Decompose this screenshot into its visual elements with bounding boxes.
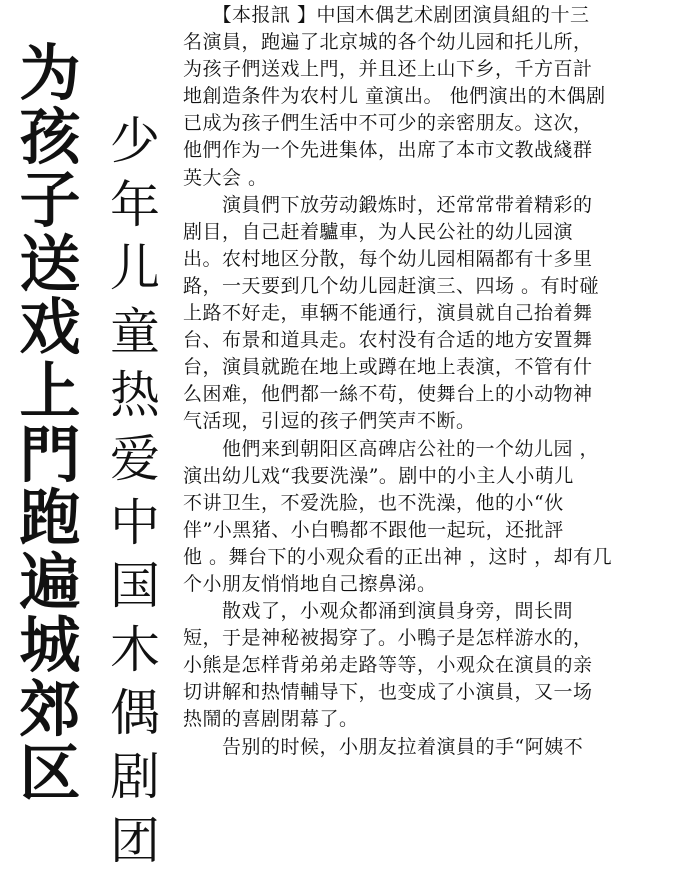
headline: 为孩子送戏上門跑遍城郊区 xyxy=(19,38,81,809)
article-line: 台、布景和道具走。农村没有合适的地方安置舞 xyxy=(183,329,593,352)
article-line: 为孩子們送戏上門，并且还上山下乡，千方百計 xyxy=(183,58,593,81)
article-line: 热鬧的喜剧閉幕了。 xyxy=(183,708,359,731)
subheadline: 少年儿童热爱中国木偶剧团 xyxy=(110,112,160,870)
article-line: 名演員，跑遍了北京城的各个幼儿园和托儿所， xyxy=(183,31,593,54)
article-line: 他 。舞台下的小观众看的正出神 ，这时 ，却有几 xyxy=(183,545,613,568)
article-line: 个小朋友悄悄地自己擦鼻涕。 xyxy=(183,572,437,595)
article-line: 不讲卫生，不爱洗脸，也不洗澡，他的小“伙 xyxy=(183,491,564,514)
article-line: 剧目，自己赶着驢車，为人民公社的幼儿园演 xyxy=(183,220,574,243)
article-line: 上路不好走，車辆不能通行，演員就自己抬着舞 xyxy=(183,302,593,325)
article-line: 地創造条件为农村儿 童演出。 他們演出的木偶剧 xyxy=(183,85,606,108)
article-line: 散戏了，小观众都涌到演員身旁，問长問 xyxy=(183,600,574,623)
article-line: 路，一天要到几个幼儿园赶演三、四场 。有时碰 xyxy=(183,274,600,297)
article-body xyxy=(183,2,683,761)
article-line: 已成为孩子們生活中不可少的亲密朋友。这次， xyxy=(183,112,593,135)
article-line: 伴”小黑猪、小白鴨都不跟他一起玩，还批評 xyxy=(183,518,564,541)
article-line: 台，演員就跪在地上或蹲在地上表演，不管有什 xyxy=(183,356,593,379)
article-line: 告别的时候，小朋友拉着演員的手“阿姨不 xyxy=(183,735,584,758)
article-line: 英大会 。 xyxy=(183,166,268,189)
article-line: 演員們下放劳动鍛炼时，还常常带着精彩的 xyxy=(183,193,593,216)
article-line: 短，于是神秘被揭穿了。小鴨子是怎样游水的， xyxy=(183,627,593,650)
article-line: 气活现，引逗的孩子們笑声不断。 xyxy=(183,410,476,433)
article-line: 他們作为一个先进集体，出席了本市文教战綫群 xyxy=(183,139,593,162)
article-line: 出。农村地区分散，每个幼儿园相隔都有十多里 xyxy=(183,247,593,270)
article-line: 演出幼儿戏“我要洗澡”。剧中的小主人小萌儿 xyxy=(183,464,574,487)
article-line: 小熊是怎样背弟弟走路等等，小观众在演員的亲 xyxy=(183,654,593,677)
article-line: 【本报訊 】中国木偶艺术剧团演員組的十三 xyxy=(183,4,590,26)
article-line: 么困难，他們都一絲不苟，使舞台上的小动物神 xyxy=(183,383,593,406)
article-line: 他們来到朝阳区高碑店公社的一个幼儿园 ， xyxy=(183,437,600,460)
article-line: 切讲解和热情輔导下，也变成了小演員，又一场 xyxy=(183,681,593,704)
